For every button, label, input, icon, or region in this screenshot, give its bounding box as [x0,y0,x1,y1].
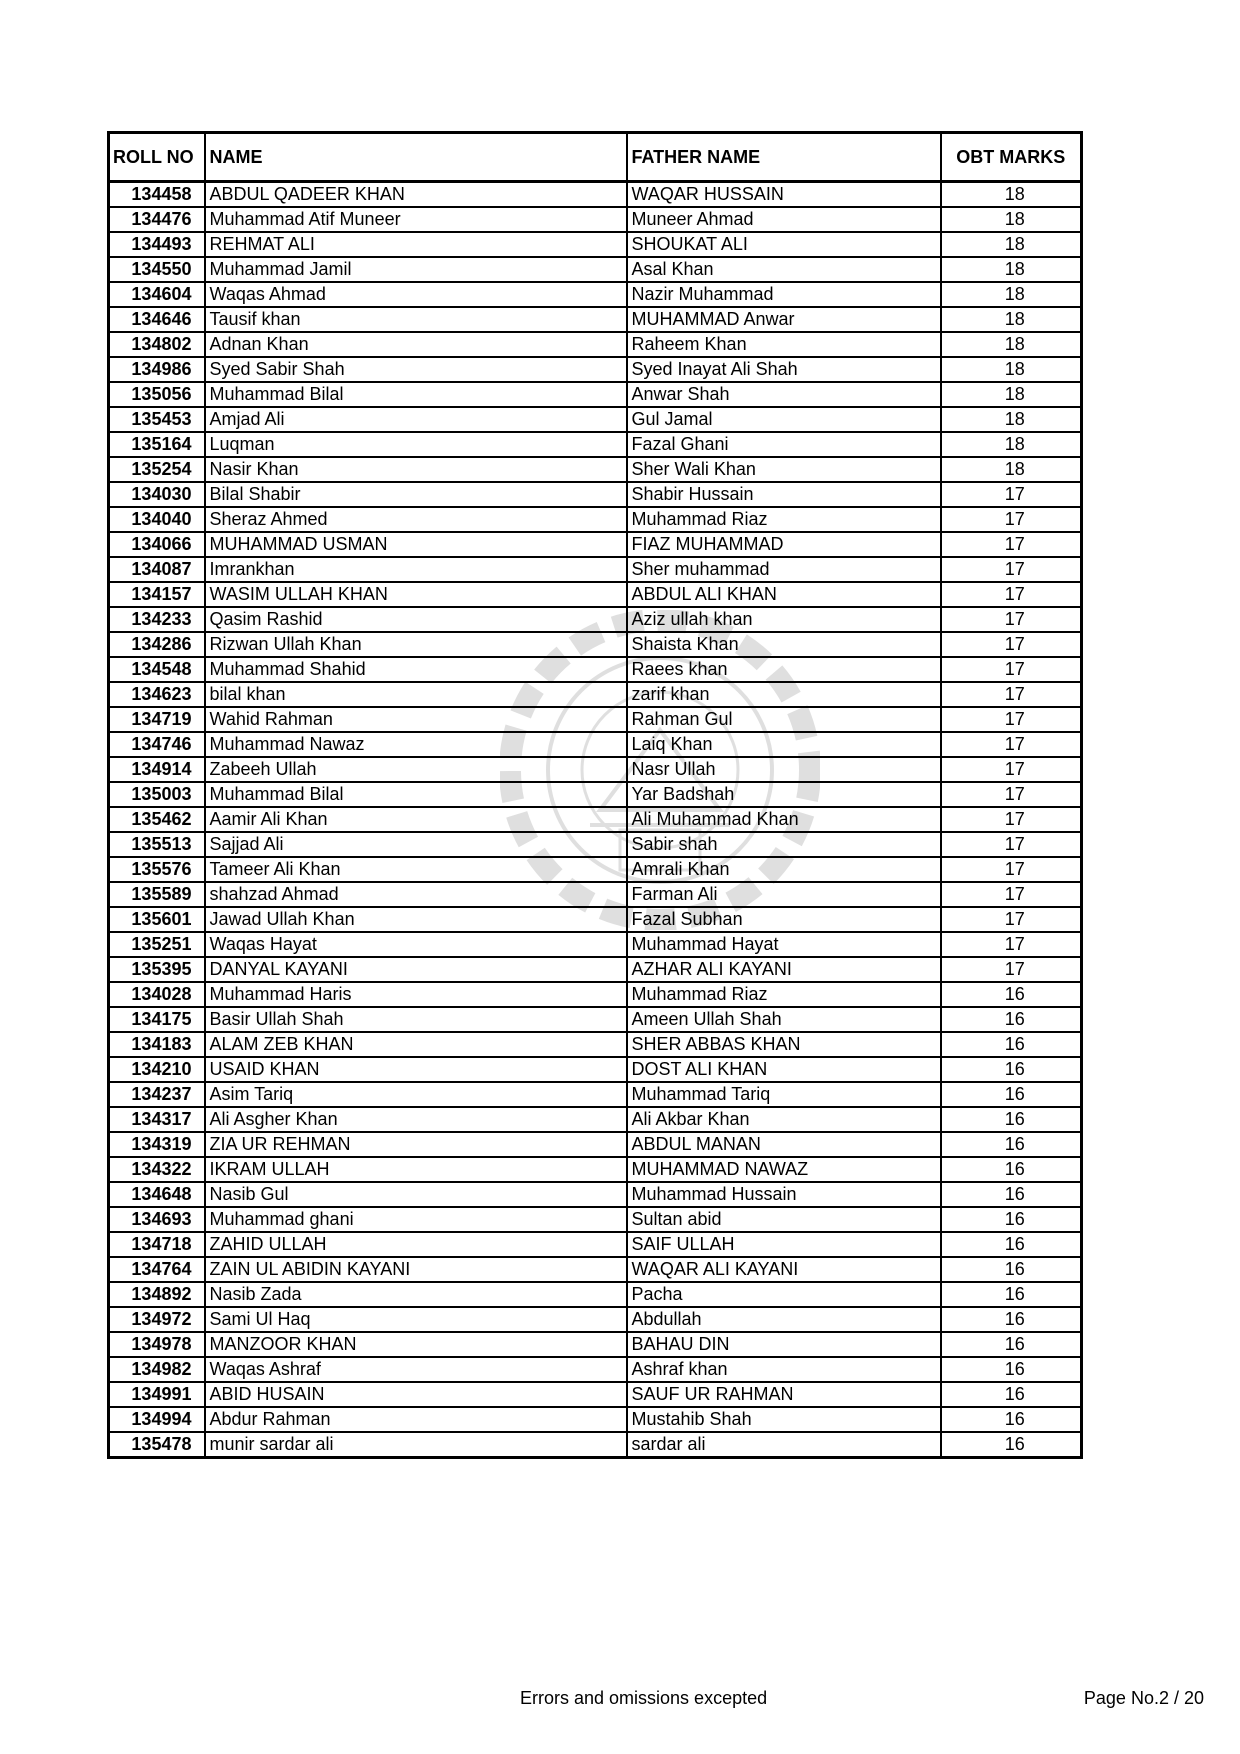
roll-no-cell: 134746 [109,732,205,757]
roll-no-cell: 135254 [109,457,205,482]
father-name-cell: Rahman Gul [627,707,941,732]
name-cell: ZAHID ULLAH [205,1232,627,1257]
table-row [109,1032,1082,1057]
obt-marks-cell: 18 [941,457,1082,482]
father-name-cell: Fazal Ghani [627,432,941,457]
obt-marks-cell: 18 [941,182,1082,208]
name-cell: Sami Ul Haq [205,1307,627,1332]
name-cell: Nasir Khan [205,457,627,482]
table-row [109,732,1082,757]
obt-marks-cell: 16 [941,1282,1082,1307]
table-row [109,857,1082,882]
table-row [109,807,1082,832]
father-name-cell: Muhammad Riaz [627,982,941,1007]
roll-no-cell: 134718 [109,1232,205,1257]
roll-no-cell: 134087 [109,557,205,582]
name-cell: Muhammad Haris [205,982,627,1007]
table-row [109,407,1082,432]
roll-no-cell: 135056 [109,382,205,407]
father-name-cell: WAQAR ALI KAYANI [627,1257,941,1282]
name-cell: MUHAMMAD USMAN [205,532,627,557]
roll-no-cell: 135251 [109,932,205,957]
roll-no-cell: 135395 [109,957,205,982]
table-row [109,1232,1082,1257]
table-row [109,1407,1082,1432]
father-name-cell: Yar Badshah [627,782,941,807]
obt-marks-cell: 16 [941,1157,1082,1182]
father-name-cell: Aziz ullah khan [627,607,941,632]
roll-no-cell: 135513 [109,832,205,857]
father-name-cell: Sher muhammad [627,557,941,582]
father-name-cell: MUHAMMAD Anwar [627,307,941,332]
table-row [109,907,1082,932]
father-name-cell: zarif khan [627,682,941,707]
obt-marks-cell: 16 [941,1357,1082,1382]
roll-no-cell: 135164 [109,432,205,457]
table-row [109,457,1082,482]
header-obt-marks: OBT MARKS [941,133,1082,182]
name-cell: shahzad Ahmad [205,882,627,907]
table-row [109,932,1082,957]
table-row [109,332,1082,357]
father-name-cell: SAIF ULLAH [627,1232,941,1257]
name-cell: Sheraz Ahmed [205,507,627,532]
father-name-cell: ABDUL ALI KHAN [627,582,941,607]
father-name-cell: Amrali Khan [627,857,941,882]
roll-no-cell: 134476 [109,207,205,232]
father-name-cell: Asal Khan [627,257,941,282]
father-name-cell: BAHAU DIN [627,1332,941,1357]
name-cell: Amjad Ali [205,407,627,432]
table-row [109,607,1082,632]
obt-marks-cell: 18 [941,332,1082,357]
table-row [109,707,1082,732]
obt-marks-cell: 17 [941,957,1082,982]
obt-marks-cell: 17 [941,707,1082,732]
obt-marks-cell: 17 [941,482,1082,507]
name-cell: Aamir Ali Khan [205,807,627,832]
table-row [109,1132,1082,1157]
roll-no-cell: 135453 [109,407,205,432]
results-table [107,131,1083,1459]
obt-marks-cell: 16 [941,1182,1082,1207]
father-name-cell: Abdullah [627,1307,941,1332]
roll-no-cell: 134994 [109,1407,205,1432]
roll-no-cell: 134764 [109,1257,205,1282]
table-row [109,1082,1082,1107]
name-cell: munir sardar ali [205,1432,627,1458]
father-name-cell: SHER ABBAS KHAN [627,1032,941,1057]
father-name-cell: Anwar Shah [627,382,941,407]
name-cell: ALAM ZEB KHAN [205,1032,627,1057]
table-row [109,982,1082,1007]
roll-no-cell: 134991 [109,1382,205,1407]
name-cell: Waqas Hayat [205,932,627,957]
table-row [109,1382,1082,1407]
roll-no-cell: 134317 [109,1107,205,1132]
name-cell: ZAIN UL ABIDIN KAYANI [205,1257,627,1282]
table-row [109,232,1082,257]
table-row [109,1007,1082,1032]
obt-marks-cell: 16 [941,982,1082,1007]
name-cell: Muhammad ghani [205,1207,627,1232]
obt-marks-cell: 17 [941,807,1082,832]
obt-marks-cell: 16 [941,1382,1082,1407]
obt-marks-cell: 18 [941,282,1082,307]
name-cell: Syed Sabir Shah [205,357,627,382]
roll-no-cell: 134623 [109,682,205,707]
roll-no-cell: 135478 [109,1432,205,1458]
father-name-cell: sardar ali [627,1432,941,1458]
obt-marks-cell: 18 [941,257,1082,282]
roll-no-cell: 134175 [109,1007,205,1032]
table-row [109,1307,1082,1332]
obt-marks-cell: 18 [941,232,1082,257]
father-name-cell: Laiq Khan [627,732,941,757]
obt-marks-cell: 16 [941,1207,1082,1232]
table-row [109,382,1082,407]
results-table-container [107,131,1080,1459]
name-cell: Muhammad Jamil [205,257,627,282]
table-row [109,357,1082,382]
obt-marks-cell: 18 [941,432,1082,457]
father-name-cell: Ali Muhammad Khan [627,807,941,832]
obt-marks-cell: 16 [941,1132,1082,1157]
name-cell: Muhammad Nawaz [205,732,627,757]
obt-marks-cell: 17 [941,932,1082,957]
obt-marks-cell: 17 [941,682,1082,707]
name-cell: Jawad Ullah Khan [205,907,627,932]
table-row [109,1257,1082,1282]
roll-no-cell: 134719 [109,707,205,732]
obt-marks-cell: 16 [941,1107,1082,1132]
father-name-cell: Ameen Ullah Shah [627,1007,941,1032]
father-name-cell: Shabir Hussain [627,482,941,507]
father-name-cell: Fazal Subhan [627,907,941,932]
obt-marks-cell: 16 [941,1057,1082,1082]
table-row [109,307,1082,332]
obt-marks-cell: 16 [941,1082,1082,1107]
roll-no-cell: 134030 [109,482,205,507]
father-name-cell: Muhammad Tariq [627,1082,941,1107]
name-cell: ZIA UR REHMAN [205,1132,627,1157]
father-name-cell: WAQAR HUSSAIN [627,182,941,208]
table-row [109,1182,1082,1207]
name-cell: Rizwan Ullah Khan [205,632,627,657]
table-row [109,657,1082,682]
name-cell: USAID KHAN [205,1057,627,1082]
name-cell: Tameer Ali Khan [205,857,627,882]
name-cell: Basir Ullah Shah [205,1007,627,1032]
roll-no-cell: 134233 [109,607,205,632]
roll-no-cell: 134550 [109,257,205,282]
obt-marks-cell: 16 [941,1257,1082,1282]
name-cell: ABDUL QADEER KHAN [205,182,627,208]
name-cell: Asim Tariq [205,1082,627,1107]
name-cell: bilal khan [205,682,627,707]
name-cell: REHMAT ALI [205,232,627,257]
obt-marks-cell: 17 [941,632,1082,657]
table-row [109,282,1082,307]
header-father-name: FATHER NAME [627,133,941,182]
header-name: NAME [205,133,627,182]
obt-marks-cell: 18 [941,307,1082,332]
roll-no-cell: 134978 [109,1332,205,1357]
footer-note: Errors and omissions excepted [520,1688,768,1708]
father-name-cell: ABDUL MANAN [627,1132,941,1157]
name-cell: IKRAM ULLAH [205,1157,627,1182]
roll-no-cell: 134210 [109,1057,205,1082]
obt-marks-cell: 17 [941,532,1082,557]
father-name-cell: Muhammad Hayat [627,932,941,957]
name-cell: Imrankhan [205,557,627,582]
roll-no-cell: 135462 [109,807,205,832]
table-row [109,1057,1082,1082]
obt-marks-cell: 18 [941,207,1082,232]
father-name-cell: Nasr Ullah [627,757,941,782]
name-cell: DANYAL KAYANI [205,957,627,982]
roll-no-cell: 134319 [109,1132,205,1157]
obt-marks-cell: 18 [941,407,1082,432]
father-name-cell: Muneer Ahmad [627,207,941,232]
table-row [109,882,1082,907]
obt-marks-cell: 17 [941,507,1082,532]
obt-marks-cell: 16 [941,1407,1082,1432]
roll-no-cell: 134604 [109,282,205,307]
obt-marks-cell: 17 [941,782,1082,807]
page-number: Page No.2 / 20 [1083,1688,1204,1708]
table-row [109,832,1082,857]
name-cell: Bilal Shabir [205,482,627,507]
table-row [109,507,1082,532]
name-cell: Muhammad Shahid [205,657,627,682]
roll-no-cell: 134493 [109,232,205,257]
table-row [109,1332,1082,1357]
father-name-cell: MUHAMMAD NAWAZ [627,1157,941,1182]
table-row [109,1207,1082,1232]
father-name-cell: AZHAR ALI KAYANI [627,957,941,982]
father-name-cell: Farman Ali [627,882,941,907]
name-cell: Nasib Zada [205,1282,627,1307]
name-cell: Adnan Khan [205,332,627,357]
name-cell: Muhammad Atif Muneer [205,207,627,232]
roll-no-cell: 135601 [109,907,205,932]
name-cell: Ali Asgher Khan [205,1107,627,1132]
name-cell: MANZOOR KHAN [205,1332,627,1357]
obt-marks-cell: 17 [941,607,1082,632]
name-cell: Muhammad Bilal [205,782,627,807]
roll-no-cell: 135576 [109,857,205,882]
table-row [109,1357,1082,1382]
father-name-cell: Pacha [627,1282,941,1307]
name-cell: Wahid Rahman [205,707,627,732]
roll-no-cell: 134646 [109,307,205,332]
father-name-cell: Raheem Khan [627,332,941,357]
name-cell: Tausif khan [205,307,627,332]
roll-no-cell: 134183 [109,1032,205,1057]
table-row [109,1282,1082,1307]
roll-no-cell: 134548 [109,657,205,682]
name-cell: Luqman [205,432,627,457]
roll-no-cell: 134286 [109,632,205,657]
obt-marks-cell: 16 [941,1332,1082,1357]
roll-no-cell: 134892 [109,1282,205,1307]
obt-marks-cell: 17 [941,732,1082,757]
father-name-cell: Syed Inayat Ali Shah [627,357,941,382]
table-row [109,682,1082,707]
father-name-cell: Ashraf khan [627,1357,941,1382]
father-name-cell: FIAZ MUHAMMAD [627,532,941,557]
father-name-cell: Raees khan [627,657,941,682]
obt-marks-cell: 17 [941,657,1082,682]
father-name-cell: SAUF UR RAHMAN [627,1382,941,1407]
obt-marks-cell: 17 [941,857,1082,882]
obt-marks-cell: 16 [941,1007,1082,1032]
father-name-cell: Shaista Khan [627,632,941,657]
roll-no-cell: 134693 [109,1207,205,1232]
roll-no-cell: 134982 [109,1357,205,1382]
father-name-cell: Sultan abid [627,1207,941,1232]
roll-no-cell: 135003 [109,782,205,807]
roll-no-cell: 134157 [109,582,205,607]
roll-no-cell: 134458 [109,182,205,208]
roll-no-cell: 134066 [109,532,205,557]
obt-marks-cell: 17 [941,582,1082,607]
name-cell: ABID HUSAIN [205,1382,627,1407]
obt-marks-cell: 17 [941,882,1082,907]
obt-marks-cell: 16 [941,1232,1082,1257]
obt-marks-cell: 17 [941,832,1082,857]
table-row [109,1157,1082,1182]
table-header-row [109,133,1082,182]
obt-marks-cell: 16 [941,1432,1082,1458]
roll-no-cell: 135589 [109,882,205,907]
name-cell: Sajjad Ali [205,832,627,857]
name-cell: WASIM ULLAH KHAN [205,582,627,607]
table-row [109,257,1082,282]
table-row [109,532,1082,557]
header-roll-no: ROLL NO [109,133,205,182]
father-name-cell: SHOUKAT ALI [627,232,941,257]
father-name-cell: DOST ALI KHAN [627,1057,941,1082]
father-name-cell: Mustahib Shah [627,1407,941,1432]
obt-marks-cell: 17 [941,557,1082,582]
obt-marks-cell: 16 [941,1032,1082,1057]
father-name-cell: Nazir Muhammad [627,282,941,307]
table-row [109,207,1082,232]
father-name-cell: Muhammad Riaz [627,507,941,532]
table-row [109,1432,1082,1458]
roll-no-cell: 134972 [109,1307,205,1332]
father-name-cell: Ali Akbar Khan [627,1107,941,1132]
roll-no-cell: 134914 [109,757,205,782]
name-cell: Qasim Rashid [205,607,627,632]
obt-marks-cell: 17 [941,757,1082,782]
roll-no-cell: 134322 [109,1157,205,1182]
obt-marks-cell: 18 [941,357,1082,382]
table-row [109,632,1082,657]
father-name-cell: Gul Jamal [627,407,941,432]
name-cell: Abdur Rahman [205,1407,627,1432]
father-name-cell: Sabir shah [627,832,941,857]
roll-no-cell: 134802 [109,332,205,357]
name-cell: Muhammad Bilal [205,382,627,407]
roll-no-cell: 134648 [109,1182,205,1207]
roll-no-cell: 134237 [109,1082,205,1107]
roll-no-cell: 134028 [109,982,205,1007]
name-cell: Waqas Ashraf [205,1357,627,1382]
roll-no-cell: 134040 [109,507,205,532]
table-row [109,182,1082,208]
obt-marks-cell: 16 [941,1307,1082,1332]
table-row [109,582,1082,607]
table-row [109,482,1082,507]
table-row [109,432,1082,457]
father-name-cell: Sher Wali Khan [627,457,941,482]
table-row [109,782,1082,807]
table-row [109,757,1082,782]
name-cell: Zabeeh Ullah [205,757,627,782]
father-name-cell: Muhammad Hussain [627,1182,941,1207]
name-cell: Waqas Ahmad [205,282,627,307]
table-row [109,557,1082,582]
table-row [109,957,1082,982]
table-row [109,1107,1082,1132]
obt-marks-cell: 17 [941,907,1082,932]
obt-marks-cell: 18 [941,382,1082,407]
roll-no-cell: 134986 [109,357,205,382]
name-cell: Nasib Gul [205,1182,627,1207]
table-body [109,182,1082,1458]
